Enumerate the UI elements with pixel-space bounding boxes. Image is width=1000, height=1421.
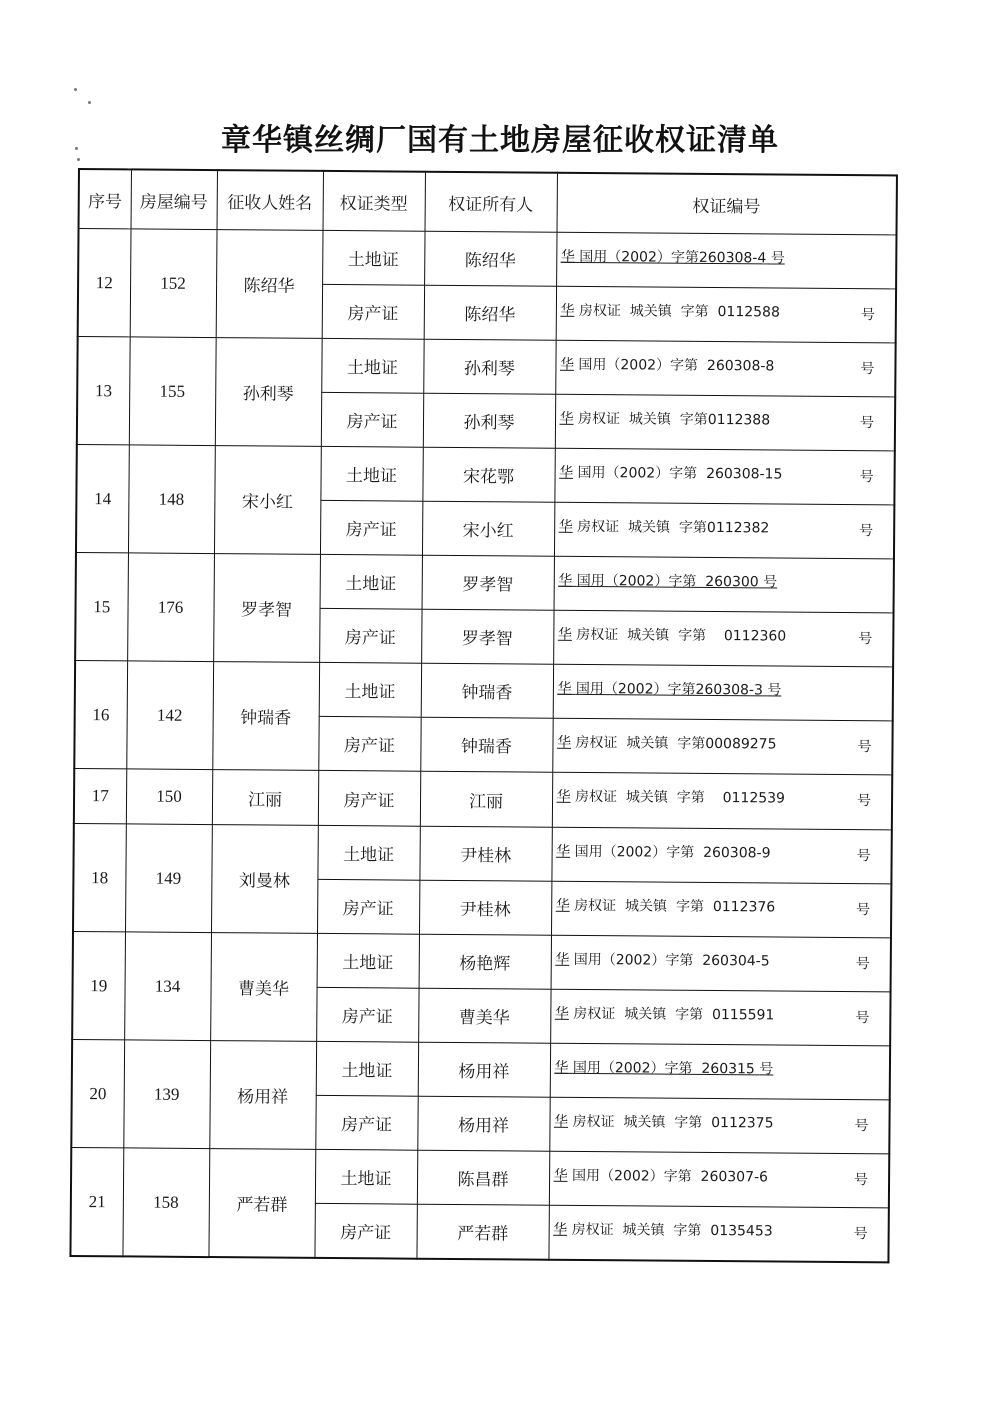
cell-name: 刘曼林 [211, 825, 318, 934]
cert-prefix: 华 [553, 1221, 568, 1238]
cert-number-text [560, 302, 780, 320]
cert-number: 房权证 城关镇 字第 0112360 [576, 626, 787, 645]
cell-cert-number [556, 286, 896, 343]
cell-cert-type: 房产证 [317, 879, 419, 934]
cert-prefix: 华 [559, 464, 574, 481]
cell-cert-number [554, 502, 894, 559]
cell-cert-type: 房产证 [315, 1095, 417, 1150]
cert-number: 房权证 城关镇 字第 0112376 [574, 897, 776, 915]
cell-cert-owner: 尹桂林 [419, 880, 551, 935]
cell-cert-type: 土地证 [319, 662, 421, 717]
cert-number-text [559, 518, 770, 536]
cell-cert-owner: 杨艳辉 [419, 934, 551, 989]
cell-seq: 12 [78, 229, 131, 337]
cell-seq: 13 [77, 337, 130, 445]
cert-number: 国用（2002）字第 260307-6 [571, 1167, 769, 1185]
cell-house-no: 150 [126, 769, 212, 825]
header-cert-type: 权证类型 [323, 171, 425, 231]
cell-cert-number [556, 232, 896, 289]
cell-name: 罗孝智 [213, 554, 320, 663]
cell-cert-owner: 孙利琴 [423, 393, 555, 448]
cert-number: 国用（2002）字第 260308-8 [578, 356, 775, 374]
cell-cert-number [551, 881, 891, 938]
cell-cert-owner: 罗孝智 [421, 609, 553, 664]
cell-house-no: 149 [125, 824, 212, 933]
cert-prefix: 华 [554, 1059, 569, 1076]
cell-name: 曹美华 [210, 933, 317, 1042]
cert-number: 国用（2002）字第 260308-15 [577, 464, 783, 483]
header-cert-number: 权证编号 [557, 173, 897, 235]
cert-suffix: 号 [854, 1171, 869, 1188]
cell-cert-owner: 杨用祥 [418, 1042, 550, 1097]
cell-cert-type: 土地证 [316, 1041, 418, 1096]
cert-prefix: 华 [555, 897, 570, 914]
cell-cert-number [550, 989, 890, 1046]
cert-prefix: 华 [559, 356, 575, 373]
cell-cert-number [549, 1151, 889, 1208]
cert-number: 房权证 城关镇 字第 0115591 [573, 1005, 775, 1023]
header-cert-owner: 权证所有人 [425, 172, 557, 233]
cell-cert-number [551, 827, 891, 884]
cell-cert-number [551, 935, 891, 992]
cert-prefix: 华 [553, 1167, 568, 1184]
cell-cert-type: 土地证 [322, 230, 424, 285]
scan-speck [88, 101, 91, 104]
cell-name: 江丽 [212, 770, 318, 826]
cert-suffix: 号 [859, 468, 874, 485]
cert-number: 房权证 城关镇 字第 0112539 [574, 788, 786, 807]
cell-name: 钟瑞香 [212, 662, 319, 771]
cert-number-text [557, 734, 777, 752]
certificate-table-wrap [69, 168, 898, 1263]
cert-prefix: 华 [560, 302, 575, 319]
cell-cert-owner: 宋花鄂 [422, 447, 554, 502]
cert-suffix: 号 [853, 1225, 868, 1242]
table-row [76, 552, 894, 612]
cert-number-text [555, 951, 770, 969]
cert-number-text [554, 1059, 773, 1077]
cell-cert-type: 土地证 [321, 338, 423, 393]
cert-prefix: 华 [559, 410, 574, 427]
cell-cert-type: 土地证 [317, 825, 419, 880]
cell-cert-number [555, 340, 895, 397]
cell-cert-owner: 钟瑞香 [420, 717, 552, 772]
cert-number: 国用（2002）字第 260304-5 [573, 951, 770, 969]
cell-name: 孙利琴 [215, 338, 322, 447]
cell-cert-type: 土地证 [315, 1149, 417, 1204]
cell-seq: 17 [74, 768, 126, 823]
cert-number-text [557, 680, 781, 698]
cert-number-text [559, 464, 782, 482]
certificate-table [69, 168, 898, 1263]
cert-suffix: 号 [855, 955, 870, 972]
cell-cert-number [550, 1043, 890, 1100]
cert-prefix: 华 [555, 951, 570, 968]
table-row [72, 1039, 890, 1099]
cell-cert-type: 房产证 [318, 716, 420, 771]
cert-number-text [558, 572, 777, 590]
cell-seq: 19 [72, 931, 125, 1039]
cert-prefix: 华 [556, 734, 572, 751]
cert-suffix: 号 [860, 360, 875, 377]
cert-number: 房权证 城关镇 字第 0112375 [572, 1113, 774, 1131]
cert-number-text [558, 626, 787, 644]
table-header-row [79, 169, 897, 235]
cell-name: 杨用祥 [209, 1041, 316, 1150]
cert-number: 国用（2002）字第260308-3 [575, 680, 763, 698]
cert-suffix: 号 [763, 573, 778, 591]
table-row [71, 1147, 889, 1207]
table-row [73, 931, 891, 991]
header-house-no: 房屋编号 [131, 169, 217, 229]
cell-cert-type: 土地证 [320, 446, 422, 501]
table-row [78, 229, 896, 289]
cert-number: 房权证 城关镇 字第0112388 [577, 410, 771, 428]
cell-cert-type: 房产证 [318, 770, 420, 826]
cell-name: 严若群 [208, 1149, 315, 1258]
cert-suffix: 号 [855, 1009, 870, 1026]
table-row [74, 768, 892, 829]
cell-cert-type: 房产证 [316, 987, 418, 1042]
cell-cert-number [553, 610, 893, 667]
cell-cert-owner: 尹桂林 [419, 826, 551, 881]
document-title: 章华镇丝绸厂国有土地房屋征收权证清单 [221, 123, 779, 158]
cert-number-text [554, 1167, 769, 1185]
table-row [75, 660, 893, 720]
cell-cert-owner: 宋小红 [422, 501, 554, 556]
cell-seq: 18 [73, 823, 126, 931]
cell-house-no: 158 [122, 1148, 209, 1257]
cell-cert-owner: 杨用祥 [417, 1096, 549, 1151]
cell-cert-owner: 严若群 [416, 1204, 548, 1260]
cell-seq: 16 [74, 660, 127, 768]
cell-house-no: 142 [126, 661, 213, 770]
cert-suffix: 号 [854, 1117, 869, 1134]
cell-cert-number [555, 394, 895, 451]
cell-cert-owner: 陈昌群 [417, 1150, 549, 1205]
cert-prefix: 华 [558, 518, 573, 535]
cert-prefix: 华 [558, 572, 573, 589]
cert-number-text [556, 897, 776, 915]
cert-number-text [556, 843, 771, 861]
table-row [73, 823, 891, 883]
cert-number: 房权证 城关镇 字第 0112588 [578, 302, 780, 321]
cert-prefix: 华 [553, 1113, 569, 1130]
cert-prefix: 华 [556, 788, 571, 805]
scan-speck [74, 88, 77, 91]
cert-number: 国用（2002）字第 260300 [576, 572, 759, 590]
cert-number: 国用（2002）字第 260315 [572, 1059, 755, 1077]
cert-number-text [559, 410, 770, 428]
cell-house-no: 134 [124, 932, 211, 1041]
cert-suffix: 号 [770, 249, 785, 267]
cell-cert-owner: 孙利琴 [423, 339, 555, 394]
cert-number: 国用（2002）字第 260308-9 [574, 843, 771, 861]
cert-number-text [557, 789, 786, 807]
cert-prefix: 华 [557, 680, 572, 697]
cell-cert-type: 房产证 [319, 608, 421, 663]
cert-suffix: 号 [856, 901, 871, 918]
cell-house-no: 176 [127, 553, 214, 662]
cert-suffix: 号 [858, 630, 873, 647]
cell-seq: 14 [76, 444, 129, 552]
cell-cert-owner: 陈绍华 [424, 285, 556, 340]
cell-seq: 15 [75, 552, 128, 660]
cell-cert-number [552, 718, 892, 775]
cert-number-text [555, 1005, 775, 1023]
cell-cert-type: 房产证 [314, 1203, 416, 1258]
cell-cert-owner: 曹美华 [418, 988, 550, 1043]
header-name: 征收人姓名 [217, 170, 323, 230]
cell-cert-owner: 钟瑞香 [421, 663, 553, 718]
cert-number: 房权证 城关镇 字第0112382 [577, 518, 770, 536]
cell-cert-type: 房产证 [321, 392, 423, 447]
cert-number: 房权证 城关镇 字第 0135453 [571, 1221, 773, 1239]
cell-cert-type: 土地证 [317, 933, 419, 988]
cert-number-text [561, 248, 785, 266]
cell-seq: 20 [71, 1039, 124, 1147]
cert-suffix: 号 [860, 306, 875, 323]
table-body [70, 229, 896, 1263]
cert-number-text [554, 1113, 774, 1131]
cert-suffix: 号 [856, 847, 871, 864]
cell-cert-number [549, 1097, 889, 1154]
cell-house-no: 148 [128, 445, 215, 554]
cert-suffix: 号 [856, 793, 872, 810]
cell-cert-owner: 陈绍华 [424, 231, 556, 286]
cert-prefix: 华 [556, 843, 571, 860]
cell-house-no: 139 [123, 1040, 210, 1149]
cert-suffix: 号 [859, 522, 874, 539]
cell-cert-owner: 江丽 [420, 771, 552, 827]
cell-cert-type: 房产证 [320, 500, 422, 555]
cert-suffix: 号 [857, 738, 872, 755]
cert-number-text [553, 1221, 773, 1239]
cell-seq: 21 [70, 1147, 123, 1256]
cert-suffix: 号 [859, 414, 875, 431]
cert-suffix: 号 [759, 1060, 774, 1077]
cell-cert-number [554, 556, 894, 613]
cell-cert-type: 房产证 [322, 284, 424, 339]
cell-cert-number [548, 1205, 888, 1262]
cert-suffix: 号 [767, 681, 782, 699]
cell-cert-owner: 罗孝智 [422, 555, 554, 610]
table-row [76, 444, 894, 504]
header-seq: 序号 [79, 169, 131, 229]
cell-cert-number [554, 448, 894, 505]
cell-cert-type: 土地证 [320, 554, 422, 609]
cell-house-no: 155 [129, 337, 216, 446]
cell-name: 陈绍华 [216, 230, 323, 339]
cert-number: 房权证 城关镇 字第00089275 [575, 734, 777, 753]
cell-cert-number [553, 664, 893, 721]
cell-cert-number [552, 772, 892, 830]
cert-prefix: 华 [557, 626, 572, 643]
cell-house-no: 152 [130, 229, 217, 338]
cert-number: 国用（2002）字第260308-4 [579, 248, 767, 266]
table-row [77, 337, 895, 397]
cert-prefix: 华 [560, 248, 575, 265]
cert-prefix: 华 [554, 1005, 569, 1022]
cell-name: 宋小红 [214, 446, 321, 555]
cert-number-text [560, 356, 775, 374]
